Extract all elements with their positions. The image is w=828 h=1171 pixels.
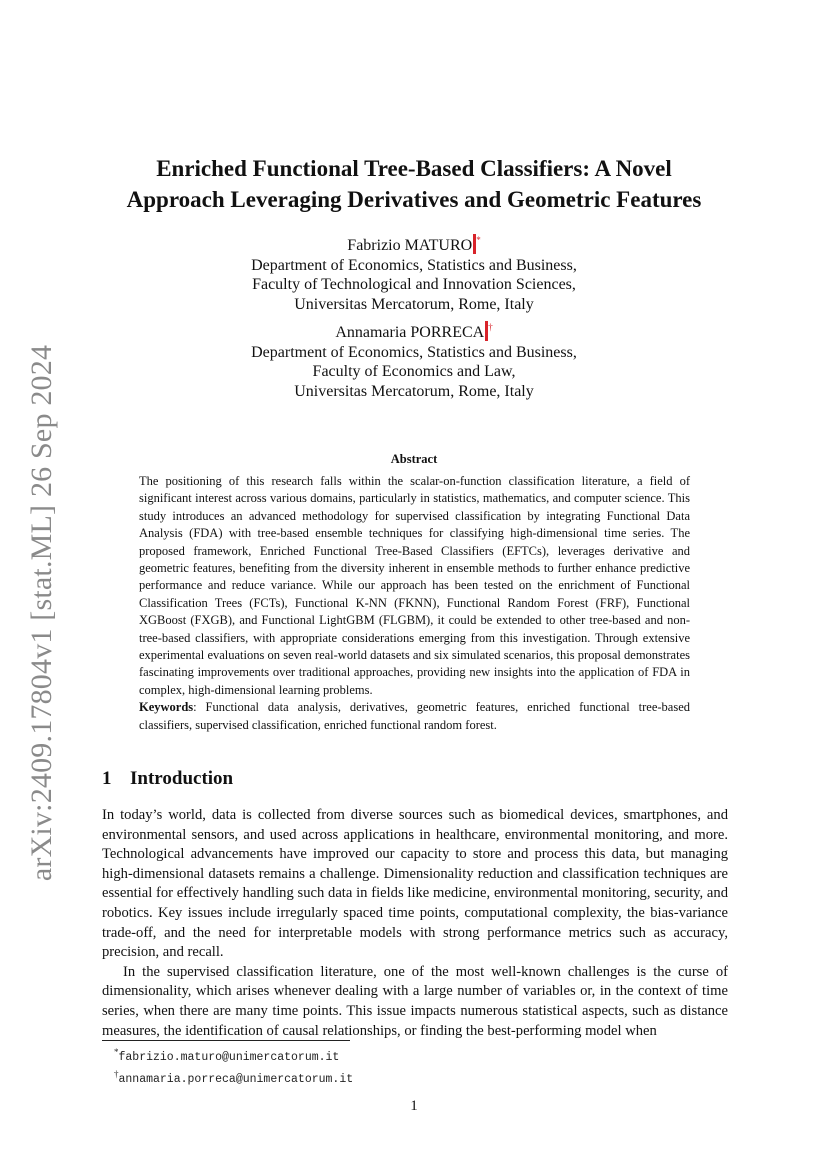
intro-paragraph-1: In today’s world, data is collected from diverse sources such as biomedical devices, smartphones, and environmental sensors, and used across applications in healthcare, environmental monitoring, and more. Technological advancements have improved our capacity to store and process this data, but managing high-dimensional datasets remains a challenge. Dimensionality reduction and classification techniques are essential for effectively handling such data in fields like medicine, environmental monitoring, security, and robotics. Key issues include irregularly spaced time points, computational complexity, the bias-variance trade-off, and the need for interpretable models with strong performance metrics such as accuracy, precision, and recall.: [102, 807, 728, 961]
abstract-heading: Abstract: [390, 452, 438, 466]
arxiv-identifier-sidebar: [20, 344, 64, 882]
author-2-block: [140, 321, 688, 401]
author-1-affiliation-line: Universitas Mercatorum, Rome, Italy: [294, 295, 534, 313]
intro-paragraph-2: In the supervised classification literature, one of the most well-known challenges is the curse of dimensionality, which arises whenever dealing with a large number of variables or, in the context of time series, when there are many time points. This issue impacts numerous statistical aspects, such as distance measures, the identification of causal relationships, or finding the best-performing model when: [102, 963, 728, 1039]
arxiv-identifier-text: arXiv:2409.17804v1 [stat.ML] 26 Sep 2024: [25, 344, 58, 882]
footnote-1-email[interactable]: fabrizio.maturo@unimercatorum.it: [118, 1050, 340, 1064]
footnotes: [114, 1044, 353, 1089]
author-2-footnote-mark: †: [488, 322, 493, 332]
section-heading: [102, 768, 233, 790]
footnote-2-email[interactable]: annamaria.porreca@unimercatorum.it: [118, 1073, 354, 1087]
title-line-1: Enriched Functional Tree-Based Classifiers: A Novel: [156, 156, 672, 181]
footnote-1-mark: *: [114, 1047, 119, 1057]
footnote-2: [114, 1066, 353, 1088]
title-line-2: Approach Leveraging Derivatives and Geometric Features: [126, 187, 702, 212]
abstract-text: The positioning of this research falls within the scalar-on-function classification literature, a field of significant interest across various domains, particularly in statistics, mathematics, and computer science. This study introduces an advanced methodology for supervised classification by integrating Functional Data Analysis (FDA) with tree-based ensemble techniques for classifying high-dimensional time series. The proposed framework, Enriched Functional Tree-Based Classifiers (EFTCs), leverages derivative and geometric features, benefiting from the diversity inherent in ensemble methods to further enhance predictive performance and reduce variance. While our approach has been tested on the enrichment of Functional Classification Trees (FCTs), Functional K-NN (FKNN), Functional Random Forest (FRF), Functional XGBoost (FXGB), and Functional LightGBM (FLGBM), it could be extended to other tree-based and non-tree-based classifiers, with appropriate considerations emerging from this investigation. Through extensive experimental evaluations on seven real-world datasets and six simulated scenarios, this proposal demonstrates fascinating improvements over traditional approaches, providing new insights into the application of FDA in complex, high-dimensional learning problems.: [139, 474, 690, 697]
author-2-affiliation-line: Faculty of Economics and Law,: [312, 363, 516, 380]
footnote-rule: [102, 1040, 350, 1041]
author-1-affiliation-line: Faculty of Technological and Innovation Sciences,: [252, 276, 576, 293]
author-2-name: Annamaria PORRECA: [335, 324, 485, 341]
section-number: 1: [102, 768, 112, 789]
page-number: 1: [410, 1098, 418, 1114]
keywords-label: Keywords: [139, 700, 194, 715]
author-1-name: Fabrizio MATURO: [347, 237, 473, 254]
section-title: Introduction: [130, 768, 234, 789]
introduction-body: [102, 806, 728, 1041]
footnote-2-mark: †: [114, 1069, 119, 1080]
author-1-block: [140, 234, 688, 314]
abstract-body: [139, 473, 690, 734]
author-2-affiliation-line: Department of Economics, Statistics and Business,: [251, 343, 577, 361]
author-1-affiliation-line: Department of Economics, Statistics and Business,: [251, 256, 577, 274]
footnote-1: [114, 1044, 353, 1066]
author-2-affiliation-line: Universitas Mercatorum, Rome, Italy: [294, 382, 534, 400]
author-1-footnote-mark: *: [476, 235, 481, 245]
keywords-text: : Functional data analysis, derivatives, geometric features, enriched functional tree-based classifiers, supervised classification, enriched functional random forest.: [139, 700, 690, 732]
paper-title: [100, 153, 728, 215]
keywords: [139, 699, 690, 734]
